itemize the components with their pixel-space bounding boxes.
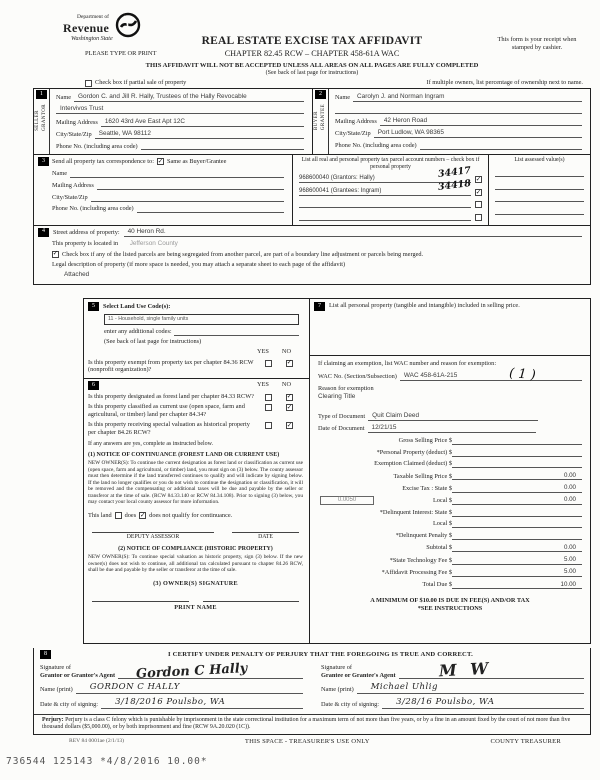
parcel-column-header: List all real and personal property tax parcel account numbers – check box if personal property: [301, 157, 480, 171]
parcel-row: [299, 213, 482, 221]
nonprofit-exempt-question: Is this property exempt from property tax per chapter 84.36 RCW (nonprofit organization)?: [88, 358, 254, 374]
blank-line: [495, 207, 584, 215]
parcel-2-checkbox: ✓: [475, 188, 482, 196]
corr-csz-label: City/State/Zip: [52, 193, 88, 201]
seller-mailing-value: 1620 43rd Ave East Apt 12C: [104, 117, 185, 125]
see-instructions-note: *SEE INSTRUCTIONS: [417, 605, 483, 613]
taxable-price-label: Taxable Selling Price $: [393, 472, 452, 480]
doc-type-value: Quit Claim Deed: [372, 412, 420, 420]
document-and-tax-block: [310, 403, 590, 614]
does-not-qualify-checkbox: ✓: [139, 511, 146, 519]
seller-csz-value: Seattle, WA 98112: [98, 129, 151, 137]
doc-type-label: Type of Document: [318, 413, 366, 421]
notice-compliance-title: (2) NOTICE OF COMPLIANCE (HISTORIC PROPERTY): [118, 545, 273, 552]
seller-csz-label: City/State/Zip: [56, 130, 92, 138]
parcel-1-handwritten: 34417: [437, 164, 472, 180]
receipt-note: This form is your receipt when stamped by cashier.: [497, 36, 577, 51]
yes-header-2: YES: [256, 381, 269, 389]
certification-section: [33, 648, 591, 735]
see-back-note-2: (See back of last page for instructions): [104, 338, 202, 346]
personal-property-title: List all personal property (tangible and intangible) included in selling price.: [329, 302, 520, 310]
does-qualify-checkbox: [115, 512, 122, 519]
parcel-4-checkbox: [475, 214, 482, 221]
nonprofit-yes-checkbox: [265, 360, 272, 367]
street-address-label: Street address of property:: [53, 228, 120, 236]
parcel-row: [299, 177, 482, 197]
grantor-date-city: 3/18/2016 Poulsbo, WA: [115, 696, 226, 707]
exemption-claimed-label: Exemption Claimed (deduct) $: [374, 460, 452, 468]
warning-note: THIS AFFIDAVIT WILL NOT BE ACCEPTED UNLESS ALL AREAS ON ALL PAGES ARE FULLY COMPLETED: [145, 61, 479, 69]
buyer-mailing-label: Mailing Address: [335, 118, 377, 126]
doc-date-value: 12/21/15: [371, 424, 397, 432]
grantee-signature-block: [321, 658, 584, 708]
delinquent-interest-local-value: [452, 520, 582, 528]
grantee-sig-label2: Grantee or Grantee's Agent: [321, 671, 396, 679]
notice-continuance-body: NEW OWNER(S): To continue the current designation as forest land or classification as current use (open space, farm and agricultural, or timber) land, you must sign on (3) below. The county assessor must then determine if the land transferred continues to qualify and will indicate by signing below. If the land no longer qualifies or you do not wish to continue the designation or classification, it will be removed and the compensating or additional taxes will be due and payable by the seller or transferor at the time of sale. (RCW 84.33.140 or RCW 84.34.108). Prior to signing (3) below, you may contact your local county assessor for more information.: [88, 460, 303, 506]
blank-line: [495, 194, 584, 202]
partial-sale-checkbox: [85, 80, 92, 87]
buyer-csz-value: Port Ludlow, WA 98365: [377, 129, 444, 137]
grantee-signature: M W: [438, 658, 493, 681]
legal-description-value: Attached: [64, 271, 90, 279]
logo-wa-state: Washington State: [71, 35, 113, 42]
perjury-paragraph: [34, 714, 590, 735]
historic-yes-checkbox: [265, 422, 272, 429]
seller-mailing-label: Mailing Address: [56, 118, 98, 126]
seller-name-value: Gordon C. and Jill R. Hally, Trustees of the Hally Revocable: [78, 93, 247, 101]
grantor-print-name: GORDON C HALLY: [89, 682, 180, 693]
seller-name-label: Name: [56, 94, 72, 102]
forest-yes-checkbox: [265, 394, 272, 401]
gross-price-label: Gross Selling Price $: [398, 437, 452, 445]
dor-logo: [63, 14, 141, 43]
section-6-number: 6: [88, 381, 99, 390]
historic-question: Is this property receiving special valuation as historical property per chapter 84.26 RCW?: [88, 421, 250, 437]
delinquent-penalty-label: *Delinquent Penalty $: [395, 532, 452, 540]
owner-signature-line: [92, 601, 189, 602]
perjury-body: Perjury is a class C felony which is punishable by imprisonment in the state correctional institution for a maximum term of not more than five years, or by a fine in an amount fixed by the court of not more than five thousand dollars ($5,000.00), or by both imprisonment and fine (RCW 9A.20.020 (1C)).: [42, 716, 571, 730]
buyer-name-value: Carolyn J. and Norman Ingram: [357, 93, 445, 101]
section-5-number: 5: [88, 302, 99, 311]
assessed-column-header: List assessed value(s): [514, 157, 565, 164]
grantee-sig-label1: Signature of: [321, 664, 352, 672]
historic-no-checkbox: ✓: [286, 421, 293, 429]
form-header: [33, 12, 591, 86]
section-8-number: 8: [40, 650, 51, 659]
excise-state-label: Excise Tax : State $: [402, 484, 452, 492]
grantee-print-label: Name (print): [321, 685, 354, 693]
grantor-signature: Gordon C Hally: [135, 660, 248, 682]
property-address-section: [34, 226, 590, 285]
multiple-owners-note: If multiple owners, list percentage of ownership next to name.: [426, 79, 583, 87]
notice-continuance-title: (1) NOTICE OF CONTINUANCE (FOREST LAND OR CURRENT USE): [88, 451, 280, 458]
seller-phone-label: Phone No. (including area code): [56, 142, 138, 150]
buyer-phone-label: Phone No. (including area code): [335, 142, 417, 150]
grantor-print-label: Name (print): [40, 685, 73, 693]
segregated-label: Check box if any of the listed parcels are being segregated from another parcel, are part of a boundary line adjustment or parcels being merged.: [62, 250, 424, 258]
buyer-mailing-value: 42 Heron Road: [383, 117, 428, 125]
perjury-bold: Perjury:: [42, 716, 64, 723]
blank-line: [91, 193, 284, 202]
print-name-label: PRINT NAME: [174, 603, 217, 611]
corr-phone-label: Phone No. (including area code): [52, 205, 134, 213]
blank-line: [97, 181, 284, 190]
send-correspondence-label: Send all property tax correspondence to:: [52, 158, 154, 165]
logo-dept-of: Department of: [77, 14, 109, 20]
yes-header: YES: [256, 348, 269, 356]
does-label: does: [124, 511, 137, 519]
total-due-value: 10.00: [452, 581, 582, 590]
exemption-label: If claiming an exemption, list WAC number and reason for exemption:: [318, 360, 497, 368]
parcel-number-4: [299, 213, 471, 221]
land-use-code-box: 11 - Household, single family units: [104, 314, 299, 325]
excise-state-value: 0.00: [452, 484, 582, 493]
buyer-name-label: Name: [335, 94, 351, 102]
owners-signature-heading: (3) OWNER(S) SIGNATURE: [153, 579, 238, 587]
notice-compliance-body: NEW OWNER(S): To continue special valuation as historic property, sign (3) below. If the new owner(s) does not wish to continue, all additional tax calculated pursuant to chapter 84.26 RCW, shall be due and payable by the seller or transferor at the time of sale.: [88, 554, 303, 574]
designation-section: [84, 379, 309, 643]
logo-revenue: Revenue: [63, 20, 110, 35]
subtotal-label: Subtotal $: [426, 544, 452, 552]
affidavit-fee-value: 5.00: [452, 568, 582, 577]
total-due-label: Total Due $: [422, 581, 452, 589]
parcel-2-handwritten: 34418: [437, 177, 472, 193]
land-use-title: Select Land Use Code(s):: [103, 302, 171, 310]
parcel-1-checkbox: ✓: [475, 175, 482, 183]
delinquent-interest-state-value: [452, 509, 582, 517]
grantor-sig-label2: Grantor or Grantor's Agent: [40, 671, 116, 679]
corr-name-label: Name: [52, 170, 68, 178]
forest-land-question: Is this property designated as forest land per chapter 84.33 RCW?: [88, 392, 254, 400]
seller-side-label: SELLER: [34, 110, 40, 131]
personal-property-section: [310, 299, 590, 356]
local-rate-box: 0.0050: [320, 496, 374, 506]
street-address-value: 40 Heron Rd.: [127, 227, 166, 235]
minimum-fee-note: A MINIMUM OF $10.00 IS DUE IN FEE(S) AND/OR TAX: [370, 597, 530, 605]
blank-line: [137, 205, 284, 214]
excise-local-label: Local $: [432, 497, 452, 505]
section-1-number: 1: [36, 90, 47, 99]
personal-prop-deduct-label: *Personal Property (deduct) $: [376, 448, 452, 456]
exemption-claimed-value: [452, 460, 582, 468]
delinquent-interest-local-label: Local $: [432, 520, 452, 528]
blank-line: [495, 169, 584, 177]
exemption-block: [310, 356, 590, 403]
cashier-stamp: 736544 125143 *4/8/2016 10.00*: [6, 756, 208, 768]
buyer-csz-label: City/State/Zip: [335, 130, 371, 138]
delinquent-penalty-value: [452, 532, 582, 540]
parcel-number-1: 968600040 (Grantors: Hally) 34417: [299, 175, 471, 184]
does-not-label: does not qualify for continuance.: [149, 511, 233, 519]
section-4-number: 4: [38, 228, 49, 237]
grantee-print-name: Michael Uhlig: [370, 682, 438, 693]
forest-no-checkbox: ✓: [286, 393, 293, 401]
rev-number: REV 84 0001ae (2/1/13): [69, 738, 125, 745]
footer-row: [33, 738, 591, 746]
no-header-2: NO: [281, 381, 291, 389]
section-2-number: 2: [315, 90, 326, 99]
tech-fee-value: 5.00: [452, 556, 582, 565]
grantor-side-label: GRANTOR: [42, 104, 47, 131]
located-county-value: Jefferson County: [129, 239, 178, 247]
nonprofit-no-checkbox: ✓: [286, 359, 293, 367]
gross-price-value: [452, 437, 582, 445]
county-treasurer-label: COUNTY TREASURER: [490, 738, 561, 746]
additional-codes-label: enter any additional codes:: [104, 328, 172, 336]
subtotal-value: 0.00: [452, 544, 582, 553]
parcel-number-2: 968600041 (Grantees: Ingram) 34418: [299, 188, 471, 197]
wac-number-value: WAC 458-61A-215: [403, 372, 458, 380]
taxable-price-value: 0.00: [452, 472, 582, 481]
current-use-yes-checkbox: [265, 404, 272, 411]
dor-swirl-icon: [115, 14, 141, 41]
reason-exemption-value: Clearing Title: [318, 392, 356, 400]
grantor-sig-label1: Signature of: [40, 664, 71, 672]
owner-signature-line: [203, 601, 300, 602]
parcel-3-checkbox: [475, 201, 482, 208]
grantor-date-label: Date & city of signing:: [40, 700, 99, 708]
grantee-side-label: GRANTEE: [321, 104, 326, 131]
excise-local-value: 0.00: [452, 496, 582, 505]
seller-name-value2: Intervivos Trust: [60, 105, 104, 113]
land-use-section: [84, 299, 309, 379]
use-and-tax-table: [83, 298, 591, 644]
buyer-side-label: BUYER: [313, 111, 319, 131]
affidavit-fee-label: *Affidavit Processing Fee $: [381, 569, 452, 577]
doc-date-label: Date of Document: [318, 425, 365, 433]
legal-description-label: Legal description of property (if more space is needed, you may attach a separate sheet to each page of the affidavit): [52, 261, 346, 269]
parcel-number-3: [299, 200, 471, 208]
grantor-signature-block: [40, 661, 303, 708]
section-3-number: 3: [38, 157, 49, 166]
wac-number-label: WAC No. (Section/Subsection): [318, 373, 397, 381]
treasurer-space-label: THIS SPACE - TREASURER'S USE ONLY: [244, 738, 370, 746]
same-as-buyer-label: Same as Buyer/Grantee: [166, 158, 227, 165]
grantee-date-label: Date & city of signing:: [321, 700, 380, 708]
form-title: REAL ESTATE EXCISE TAX AFFIDAVIT: [201, 35, 423, 47]
assessed-values-column: [489, 155, 590, 224]
same-as-buyer-checkbox: ✓: [157, 157, 164, 165]
tech-fee-label: *State Technology Fee $: [389, 556, 452, 564]
parcel-numbers-column: [292, 155, 489, 224]
tax-correspondence-section: [34, 155, 590, 225]
this-land-label: This land: [88, 511, 112, 519]
blank-line: [174, 328, 299, 337]
form-subtitle: CHAPTER 82.45 RCW – CHAPTER 458-61A WAC: [224, 49, 400, 59]
personal-prop-deduct-value: [452, 449, 582, 457]
no-header: NO: [281, 348, 291, 356]
parcel-row: [299, 200, 482, 208]
wac-handwritten-note: ( 1 ): [508, 366, 537, 383]
certify-statement: I CERTIFY UNDER PENALTY OF PERJURY THAT THE FOREGOING IS TRUE AND CORRECT.: [168, 650, 473, 658]
current-use-question: Is this property classified as current use (open space, farm and agricultural, or timber) land per chapter 84.34?: [88, 403, 245, 419]
current-use-no-checkbox: ✓: [286, 403, 293, 411]
located-in-label: This property is located in: [52, 239, 119, 247]
partial-sale-label: Check box if partial sale of property: [95, 79, 187, 87]
see-back-note: (See back of last page for instructions): [265, 69, 359, 76]
please-type-note: PLEASE TYPE OR PRINT: [85, 50, 157, 57]
grantee-date-city: 3/28/16 Poulsbo, WA: [396, 696, 495, 707]
parties-table: [33, 88, 591, 285]
blank-line: [495, 182, 584, 190]
date-label: DATE: [232, 532, 299, 541]
segregated-checkbox: ✓: [52, 250, 59, 258]
if-any-yes-note: If any answers are yes, complete as instructed below.: [88, 441, 213, 448]
section-7-number: 7: [314, 302, 325, 311]
delinquent-interest-state-label: *Delinquent Interest: State $: [379, 508, 452, 516]
deputy-assessor-label: DEPUTY ASSESSOR: [92, 532, 214, 541]
corr-mailing-label: Mailing Address: [52, 181, 94, 189]
seller-section: [34, 89, 312, 154]
blank-line: [70, 170, 284, 179]
buyer-section: [312, 89, 590, 154]
reason-exemption-label: Reason for exemption: [318, 385, 374, 393]
